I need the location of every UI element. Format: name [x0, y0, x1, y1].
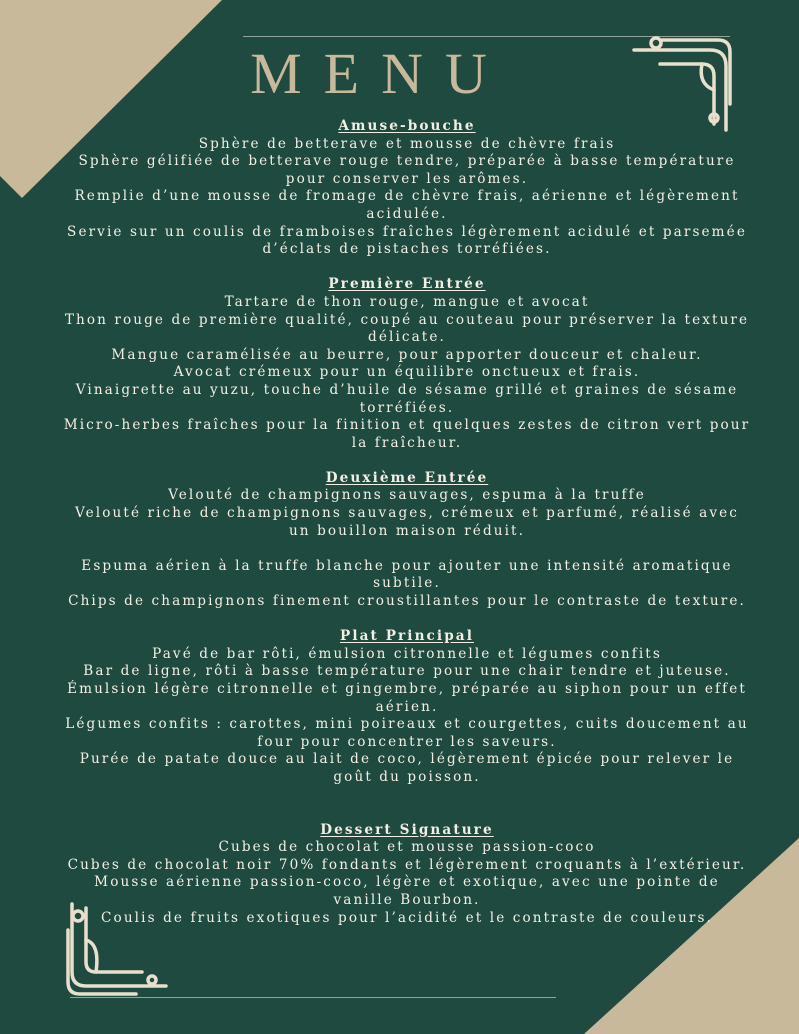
dish-title: Tartare de thon rouge, mangue et avocat [224, 293, 590, 310]
dish-description: Thon rouge de première qualité, coupé au couteau pour préserver la texture délicate. [64, 311, 750, 346]
blank-line [62, 540, 752, 558]
dish-description: Servie sur un coulis de framboises fraîches légèrement acidulé et parsemée d’éclats de pistaches torréfiées. [67, 223, 747, 258]
menu-section-plat-principal [62, 628, 752, 786]
dish-description: Micro-herbes fraîches pour la finition et quelques zestes de citron vert pour la fraîcheur. [63, 417, 751, 451]
menu-section-dessert-signature [62, 822, 752, 928]
dish-description: Émulsion légère citronnelle et gingembre, préparée au siphon pour un effet aérien. [67, 681, 747, 715]
dish-description: Espuma aérien à la truffe blanche pour ajouter une intensité aromatique subtile. [81, 557, 733, 592]
section-heading: Amuse-bouche [338, 118, 476, 134]
dish-description: Légumes confits : carottes, mini poireaux et courgettes, cuits doucement au four pour concentrer les saveurs. [65, 716, 749, 750]
dish-description: Mousse aérienne passion-coco, légère et exotique, avec une pointe de vanille Bourbon. [94, 874, 720, 908]
dish-description: Remplie d’une mousse de fromage de chèvre frais, aérienne et légèrement acidulée. [74, 188, 740, 222]
dish-description: Cubes de chocolat noir 70% fondants et légèrement croquants à l’extérieur. [67, 856, 747, 873]
dish-title: Sphère de betterave et mousse de chèvre frais [198, 135, 616, 152]
dish-description: Bar de ligne, rôti à basse température pour une chair tendre et juteuse. [83, 663, 731, 680]
menu-title: MENU [250, 41, 509, 106]
menu-content [62, 118, 752, 927]
dish-description: Purée de patate douce au lait de coco, légèrement épicée pour relever le goût du poisson. [79, 751, 735, 785]
dish-description: Chips de champignons finement croustillantes pour le contraste de texture. [68, 593, 746, 610]
menu-section-amuse-bouche [62, 118, 752, 259]
dish-description: Avocat crémeux pour un équilibre onctueux et frais. [173, 364, 641, 381]
dish-title: Pavé de bar rôti, émulsion citronnelle et légumes confits [152, 645, 662, 662]
dish-description: Sphère gélifiée de betterave rouge tendre, préparée à basse température pour conserver les arômes. [78, 153, 736, 187]
section-heading: Deuxième Entrée [325, 469, 489, 486]
section-heading: Dessert Signature [320, 821, 494, 838]
menu-section-premiere-entree [62, 276, 752, 452]
section-heading: Plat Principal [340, 628, 474, 645]
dish-title: Cubes de chocolat et mousse passion-coco [218, 839, 596, 856]
dish-description: Coulis de fruits exotiques pour l’acidité et le contraste de couleurs. [101, 909, 713, 926]
section-heading: Première Entrée [328, 276, 486, 293]
dish-description: Vinaigrette au yuzu, touche d’huile de sésame grillé et graines de sésame torréfiées. [75, 381, 739, 416]
dish-title: Velouté de champignons sauvages, espuma à la truffe [168, 487, 646, 504]
menu-section-deuxieme-entree [62, 470, 752, 611]
dish-description: Velouté riche de champignons sauvages, crémeux et parfumé, réalisé avec un bouillon maison réduit. [74, 505, 740, 539]
dish-description: Mangue caramélisée au beurre, pour apporter douceur et chaleur. [111, 346, 703, 363]
